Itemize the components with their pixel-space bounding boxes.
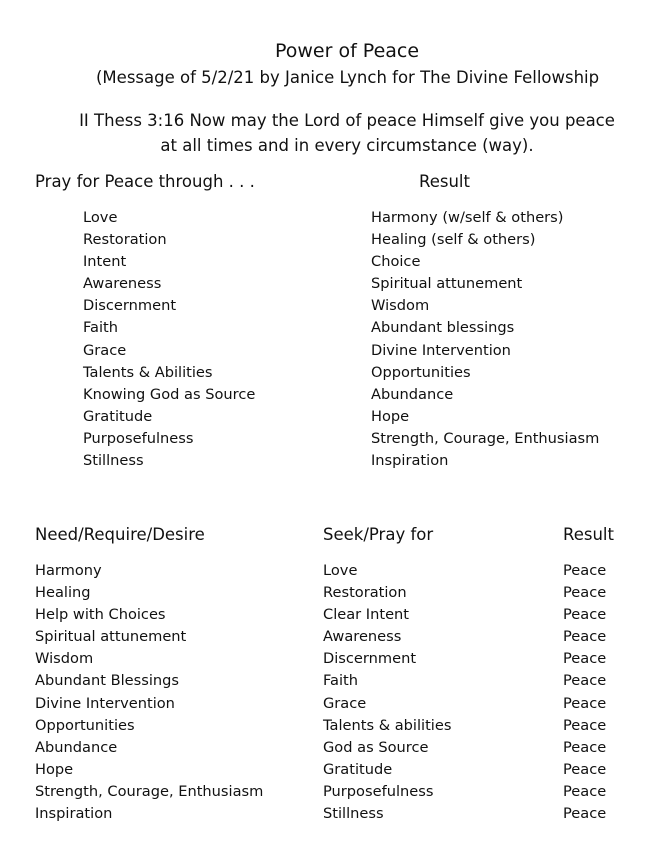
section2-col3-heading: Result <box>563 525 614 544</box>
result-item: Choice <box>371 253 421 271</box>
seek-item: Faith <box>323 672 359 690</box>
need-item: Abundance <box>35 738 118 756</box>
prayer-item: Knowing God as Source <box>83 385 256 403</box>
need-item: Inspiration <box>35 805 113 823</box>
section2-col2-heading: Seek/Pray for <box>323 525 434 544</box>
prayer-item: Grace <box>83 341 127 359</box>
peace-result-item: Peace <box>563 782 607 800</box>
seek-item: Restoration <box>323 584 407 602</box>
peace-result-item: Peace <box>563 606 607 624</box>
seek-item: Clear Intent <box>323 606 410 624</box>
section1-col1-list <box>83 207 255 472</box>
need-item: Help with Choices <box>35 606 166 624</box>
peace-result-item: Peace <box>563 584 607 602</box>
peace-result-item: Peace <box>563 650 607 668</box>
verse-line-2: at all times and in every circumstance (way). <box>160 136 534 155</box>
prayer-item: Gratitude <box>83 407 153 425</box>
prayer-item: Talents & Abilities <box>83 363 213 381</box>
need-item: Hope <box>35 760 74 778</box>
section2-col1-heading: Need/Require/Desire <box>35 525 205 544</box>
section1-col2-list <box>371 207 599 472</box>
page-title: Power of Peace <box>274 40 420 62</box>
section2-col3-list <box>563 560 606 825</box>
peace-result-item: Peace <box>563 738 607 756</box>
section1-col1-heading: Pray for Peace through . . . <box>35 172 255 191</box>
need-item: Strength, Courage, Enthusiasm <box>35 782 264 800</box>
prayer-item: Purposefulness <box>83 429 194 447</box>
seek-item: God as Source <box>323 738 429 756</box>
need-item: Healing <box>35 584 91 602</box>
scripture-verse <box>0 108 650 158</box>
result-item: Abundance <box>371 385 454 403</box>
prayer-item: Intent <box>83 253 127 271</box>
peace-result-item: Peace <box>563 805 607 823</box>
result-item: Healing (self & others) <box>371 231 536 249</box>
result-item: Opportunities <box>371 363 471 381</box>
page-subtitle: (Message of 5/2/21 by Janice Lynch for The Divine Fellowship <box>96 68 600 87</box>
seek-item: Purposefulness <box>323 782 434 800</box>
seek-item: Gratitude <box>323 760 393 778</box>
seek-item: Awareness <box>323 628 402 646</box>
seek-item: Stillness <box>323 805 384 823</box>
peace-result-item: Peace <box>563 760 607 778</box>
result-item: Wisdom <box>371 297 430 315</box>
result-item: Strength, Courage, Enthusiasm <box>371 429 600 447</box>
seek-item: Love <box>323 562 358 579</box>
prayer-item: Love <box>83 209 118 226</box>
section1-col2-heading: Result <box>419 172 470 191</box>
result-item: Divine Intervention <box>371 341 511 359</box>
peace-result-item: Peace <box>563 562 607 579</box>
section2-col1-list <box>35 560 263 825</box>
prayer-item: Awareness <box>83 275 162 293</box>
section2-col2-list <box>323 560 451 825</box>
need-item: Spiritual attunement <box>35 628 187 646</box>
peace-result-item: Peace <box>563 628 607 646</box>
peace-result-item: Peace <box>563 716 607 734</box>
prayer-item: Restoration <box>83 231 167 249</box>
result-item: Harmony (w/self & others) <box>371 209 564 226</box>
peace-result-item: Peace <box>563 694 607 712</box>
need-item: Abundant Blessings <box>35 672 179 690</box>
peace-result-item: Peace <box>563 672 607 690</box>
need-item: Harmony <box>35 562 102 579</box>
prayer-item: Stillness <box>83 452 144 470</box>
seek-item: Talents & abilities <box>323 716 452 734</box>
result-item: Spiritual attunement <box>371 275 523 293</box>
result-item: Hope <box>371 407 410 425</box>
need-item: Opportunities <box>35 716 135 734</box>
seek-item: Grace <box>323 694 367 712</box>
result-item: Inspiration <box>371 452 449 470</box>
verse-line-1: II Thess 3:16 Now may the Lord of peace Himself give you peace <box>79 111 615 130</box>
need-item: Divine Intervention <box>35 694 175 712</box>
seek-item: Discernment <box>323 650 417 668</box>
prayer-item: Faith <box>83 319 119 337</box>
result-item: Abundant blessings <box>371 319 515 337</box>
prayer-item: Discernment <box>83 297 177 315</box>
need-item: Wisdom <box>35 650 94 668</box>
